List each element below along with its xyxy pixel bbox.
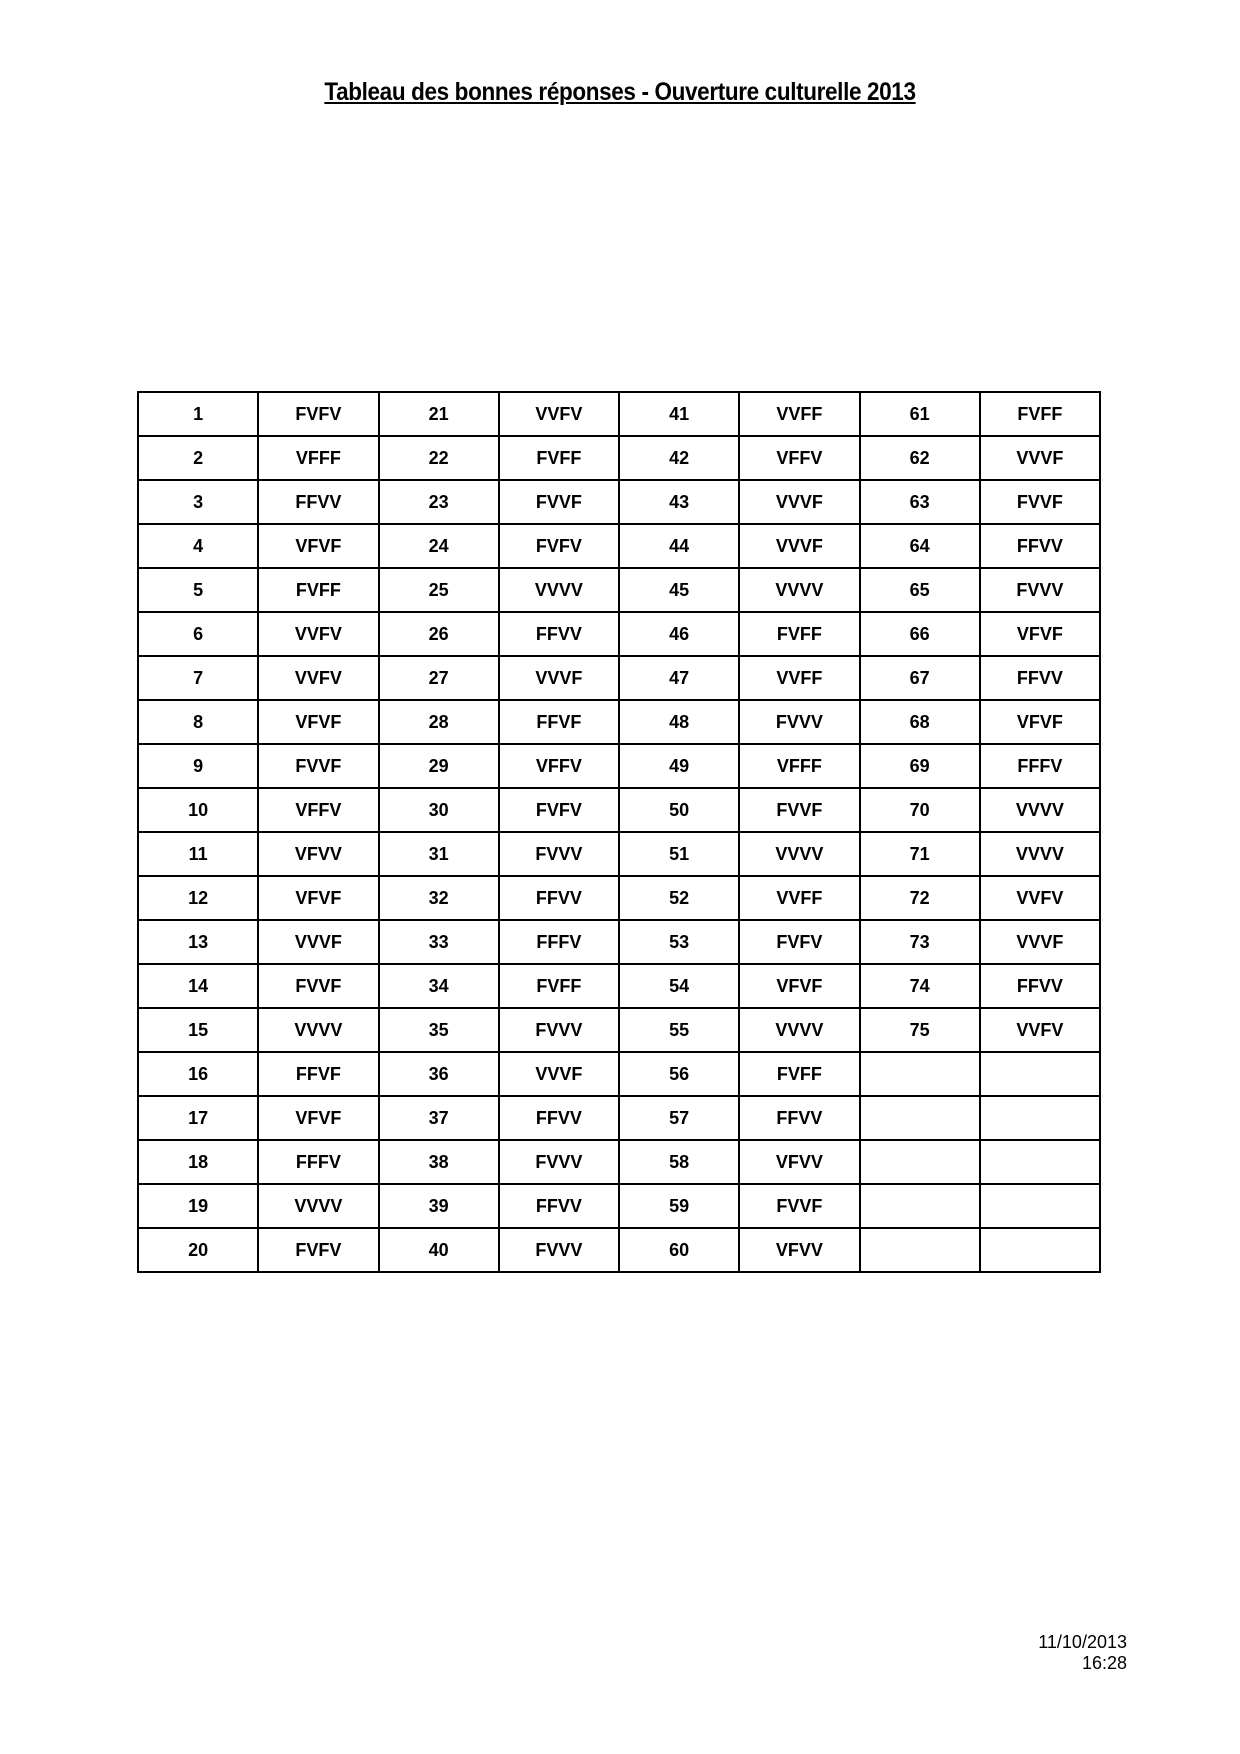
question-number-cell: 29: [379, 744, 499, 788]
question-number-cell: 4: [138, 524, 258, 568]
answer-cell: VVVV: [739, 832, 859, 876]
answer-cell: VFVF: [980, 700, 1100, 744]
question-number-cell: 21: [379, 392, 499, 436]
question-number-cell: 47: [619, 656, 739, 700]
table-row: [138, 744, 1100, 788]
answer-cell: VFFF: [258, 436, 378, 480]
answer-cell: FVVV: [739, 700, 859, 744]
question-number-cell: 73: [860, 920, 980, 964]
question-number-cell: 39: [379, 1184, 499, 1228]
answer-cell: FVVF: [499, 480, 619, 524]
answer-cell: FVVF: [980, 480, 1100, 524]
answer-cell: FFFV: [499, 920, 619, 964]
answer-cell: FFVF: [499, 700, 619, 744]
answer-cell: VVVF: [258, 920, 378, 964]
table-row: [138, 876, 1100, 920]
answer-cell: VVFV: [258, 656, 378, 700]
question-number-cell: 24: [379, 524, 499, 568]
table-row: [138, 1140, 1100, 1184]
answer-cell: [980, 1140, 1100, 1184]
answer-cell: FVVV: [499, 1140, 619, 1184]
table-row: [138, 920, 1100, 964]
answer-cell: FVFF: [499, 964, 619, 1008]
question-number-cell: 12: [138, 876, 258, 920]
question-number-cell: 30: [379, 788, 499, 832]
question-number-cell: 20: [138, 1228, 258, 1272]
answer-cell: [980, 1052, 1100, 1096]
question-number-cell: 1: [138, 392, 258, 436]
answer-cell: VFVF: [258, 524, 378, 568]
answer-cell: FVFF: [980, 392, 1100, 436]
question-number-cell: 34: [379, 964, 499, 1008]
answer-cell: VVVV: [739, 568, 859, 612]
answer-cell: VFVF: [980, 612, 1100, 656]
question-number-cell: 13: [138, 920, 258, 964]
answer-cell: FFVV: [499, 1096, 619, 1140]
table-row: [138, 1096, 1100, 1140]
answers-table-body: [138, 392, 1100, 1272]
answers-table: [137, 391, 1101, 1273]
answer-cell: VFFV: [739, 436, 859, 480]
footer-time: 16:28: [1081, 1653, 1127, 1673]
question-number-cell: 61: [860, 392, 980, 436]
table-row: [138, 1052, 1100, 1096]
answer-cell: VVFV: [258, 612, 378, 656]
question-number-cell: [860, 1052, 980, 1096]
question-number-cell: 49: [619, 744, 739, 788]
question-number-cell: 26: [379, 612, 499, 656]
answer-cell: VFVF: [258, 1096, 378, 1140]
table-row: [138, 832, 1100, 876]
question-number-cell: 17: [138, 1096, 258, 1140]
answer-cell: FVVF: [258, 744, 378, 788]
table-row: [138, 1184, 1100, 1228]
question-number-cell: 10: [138, 788, 258, 832]
answer-cell: VVVV: [739, 1008, 859, 1052]
question-number-cell: 75: [860, 1008, 980, 1052]
answer-cell: FVFV: [499, 788, 619, 832]
question-number-cell: 57: [619, 1096, 739, 1140]
question-number-cell: 41: [619, 392, 739, 436]
question-number-cell: 19: [138, 1184, 258, 1228]
question-number-cell: 51: [619, 832, 739, 876]
question-number-cell: 25: [379, 568, 499, 612]
answer-cell: FVFF: [739, 612, 859, 656]
question-number-cell: 72: [860, 876, 980, 920]
question-number-cell: 14: [138, 964, 258, 1008]
table-row: [138, 700, 1100, 744]
answer-cell: VFVF: [258, 876, 378, 920]
question-number-cell: 59: [619, 1184, 739, 1228]
footer-date: 11/10/2013: [1038, 1632, 1127, 1652]
question-number-cell: 65: [860, 568, 980, 612]
answer-cell: VVFF: [739, 656, 859, 700]
answer-cell: FVFV: [258, 1228, 378, 1272]
answer-cell: FVVF: [258, 964, 378, 1008]
answer-cell: FVFF: [499, 436, 619, 480]
question-number-cell: 23: [379, 480, 499, 524]
question-number-cell: 54: [619, 964, 739, 1008]
question-number-cell: 52: [619, 876, 739, 920]
answer-cell: VFVV: [739, 1140, 859, 1184]
answer-cell: FFVV: [258, 480, 378, 524]
question-number-cell: 2: [138, 436, 258, 480]
answer-cell: VFFF: [739, 744, 859, 788]
question-number-cell: 11: [138, 832, 258, 876]
table-row: [138, 612, 1100, 656]
answer-cell: VVFF: [739, 392, 859, 436]
answer-cell: VVFV: [980, 876, 1100, 920]
answer-cell: FFVV: [499, 1184, 619, 1228]
answer-cell: VVVF: [739, 480, 859, 524]
answer-cell: FFVV: [499, 876, 619, 920]
question-number-cell: 5: [138, 568, 258, 612]
answer-cell: FVFV: [499, 524, 619, 568]
question-number-cell: 58: [619, 1140, 739, 1184]
answer-cell: VFFV: [258, 788, 378, 832]
question-number-cell: 62: [860, 436, 980, 480]
answer-cell: VVVV: [258, 1008, 378, 1052]
question-number-cell: 28: [379, 700, 499, 744]
answer-cell: FFFV: [258, 1140, 378, 1184]
answer-cell: VVFV: [980, 1008, 1100, 1052]
question-number-cell: 16: [138, 1052, 258, 1096]
answer-cell: FVFV: [258, 392, 378, 436]
table-row: [138, 480, 1100, 524]
answer-cell: FVVV: [499, 1008, 619, 1052]
question-number-cell: 18: [138, 1140, 258, 1184]
question-number-cell: 45: [619, 568, 739, 612]
question-number-cell: 22: [379, 436, 499, 480]
answer-cell: FFVV: [980, 524, 1100, 568]
answer-cell: VVFF: [739, 876, 859, 920]
answer-cell: FVVV: [499, 832, 619, 876]
answer-cell: VVFV: [499, 392, 619, 436]
answer-cell: FFFV: [980, 744, 1100, 788]
table-row: [138, 656, 1100, 700]
table-row: [138, 1008, 1100, 1052]
answer-cell: VVVV: [980, 832, 1100, 876]
question-number-cell: 32: [379, 876, 499, 920]
answer-cell: FVFF: [258, 568, 378, 612]
question-number-cell: 71: [860, 832, 980, 876]
question-number-cell: 27: [379, 656, 499, 700]
question-number-cell: 33: [379, 920, 499, 964]
answer-cell: VFVV: [258, 832, 378, 876]
question-number-cell: [860, 1228, 980, 1272]
question-number-cell: 69: [860, 744, 980, 788]
table-row: [138, 788, 1100, 832]
question-number-cell: 8: [138, 700, 258, 744]
answer-cell: VVVF: [980, 920, 1100, 964]
question-number-cell: 68: [860, 700, 980, 744]
table-row: [138, 964, 1100, 1008]
answer-cell: VFFV: [499, 744, 619, 788]
answer-cell: FVVF: [739, 1184, 859, 1228]
answer-cell: FFVV: [499, 612, 619, 656]
footer-timestamp: [1038, 1632, 1127, 1674]
question-number-cell: 50: [619, 788, 739, 832]
question-number-cell: 53: [619, 920, 739, 964]
question-number-cell: 56: [619, 1052, 739, 1096]
answer-cell: FVFV: [739, 920, 859, 964]
question-number-cell: 74: [860, 964, 980, 1008]
question-number-cell: [860, 1140, 980, 1184]
question-number-cell: 63: [860, 480, 980, 524]
question-number-cell: 46: [619, 612, 739, 656]
table-row: [138, 392, 1100, 436]
answer-cell: VFVF: [739, 964, 859, 1008]
answer-cell: FVVF: [739, 788, 859, 832]
table-row: [138, 568, 1100, 612]
answer-cell: FVVV: [499, 1228, 619, 1272]
question-number-cell: 7: [138, 656, 258, 700]
answer-cell: VVVF: [499, 656, 619, 700]
answer-cell: VFVV: [739, 1228, 859, 1272]
answer-cell: [980, 1228, 1100, 1272]
question-number-cell: 44: [619, 524, 739, 568]
answer-cell: FFVV: [980, 964, 1100, 1008]
answer-cell: VFVF: [258, 700, 378, 744]
question-number-cell: 15: [138, 1008, 258, 1052]
question-number-cell: 55: [619, 1008, 739, 1052]
question-number-cell: 67: [860, 656, 980, 700]
question-number-cell: 35: [379, 1008, 499, 1052]
question-number-cell: 64: [860, 524, 980, 568]
question-number-cell: 42: [619, 436, 739, 480]
question-number-cell: 36: [379, 1052, 499, 1096]
question-number-cell: 6: [138, 612, 258, 656]
question-number-cell: [860, 1184, 980, 1228]
question-number-cell: 70: [860, 788, 980, 832]
answer-cell: FFVF: [258, 1052, 378, 1096]
question-number-cell: [860, 1096, 980, 1140]
question-number-cell: 60: [619, 1228, 739, 1272]
question-number-cell: 43: [619, 480, 739, 524]
table-row: [138, 524, 1100, 568]
answer-cell: VVVV: [980, 788, 1100, 832]
answer-cell: VVVV: [499, 568, 619, 612]
question-number-cell: 3: [138, 480, 258, 524]
question-number-cell: 38: [379, 1140, 499, 1184]
question-number-cell: 48: [619, 700, 739, 744]
table-row: [138, 1228, 1100, 1272]
table-row: [138, 436, 1100, 480]
question-number-cell: 37: [379, 1096, 499, 1140]
answer-cell: [980, 1096, 1100, 1140]
answer-cell: VVVF: [499, 1052, 619, 1096]
question-number-cell: 9: [138, 744, 258, 788]
answer-cell: FFVV: [980, 656, 1100, 700]
page-title: Tableau des bonnes réponses - Ouverture culturelle 2013: [324, 78, 916, 106]
answer-cell: FFVV: [739, 1096, 859, 1140]
answer-cell: FVFF: [739, 1052, 859, 1096]
question-number-cell: 31: [379, 832, 499, 876]
answer-cell: VVVF: [980, 436, 1100, 480]
answer-cell: FVVV: [980, 568, 1100, 612]
question-number-cell: 66: [860, 612, 980, 656]
answer-cell: VVVV: [258, 1184, 378, 1228]
question-number-cell: 40: [379, 1228, 499, 1272]
answer-cell: [980, 1184, 1100, 1228]
answer-cell: VVVF: [739, 524, 859, 568]
